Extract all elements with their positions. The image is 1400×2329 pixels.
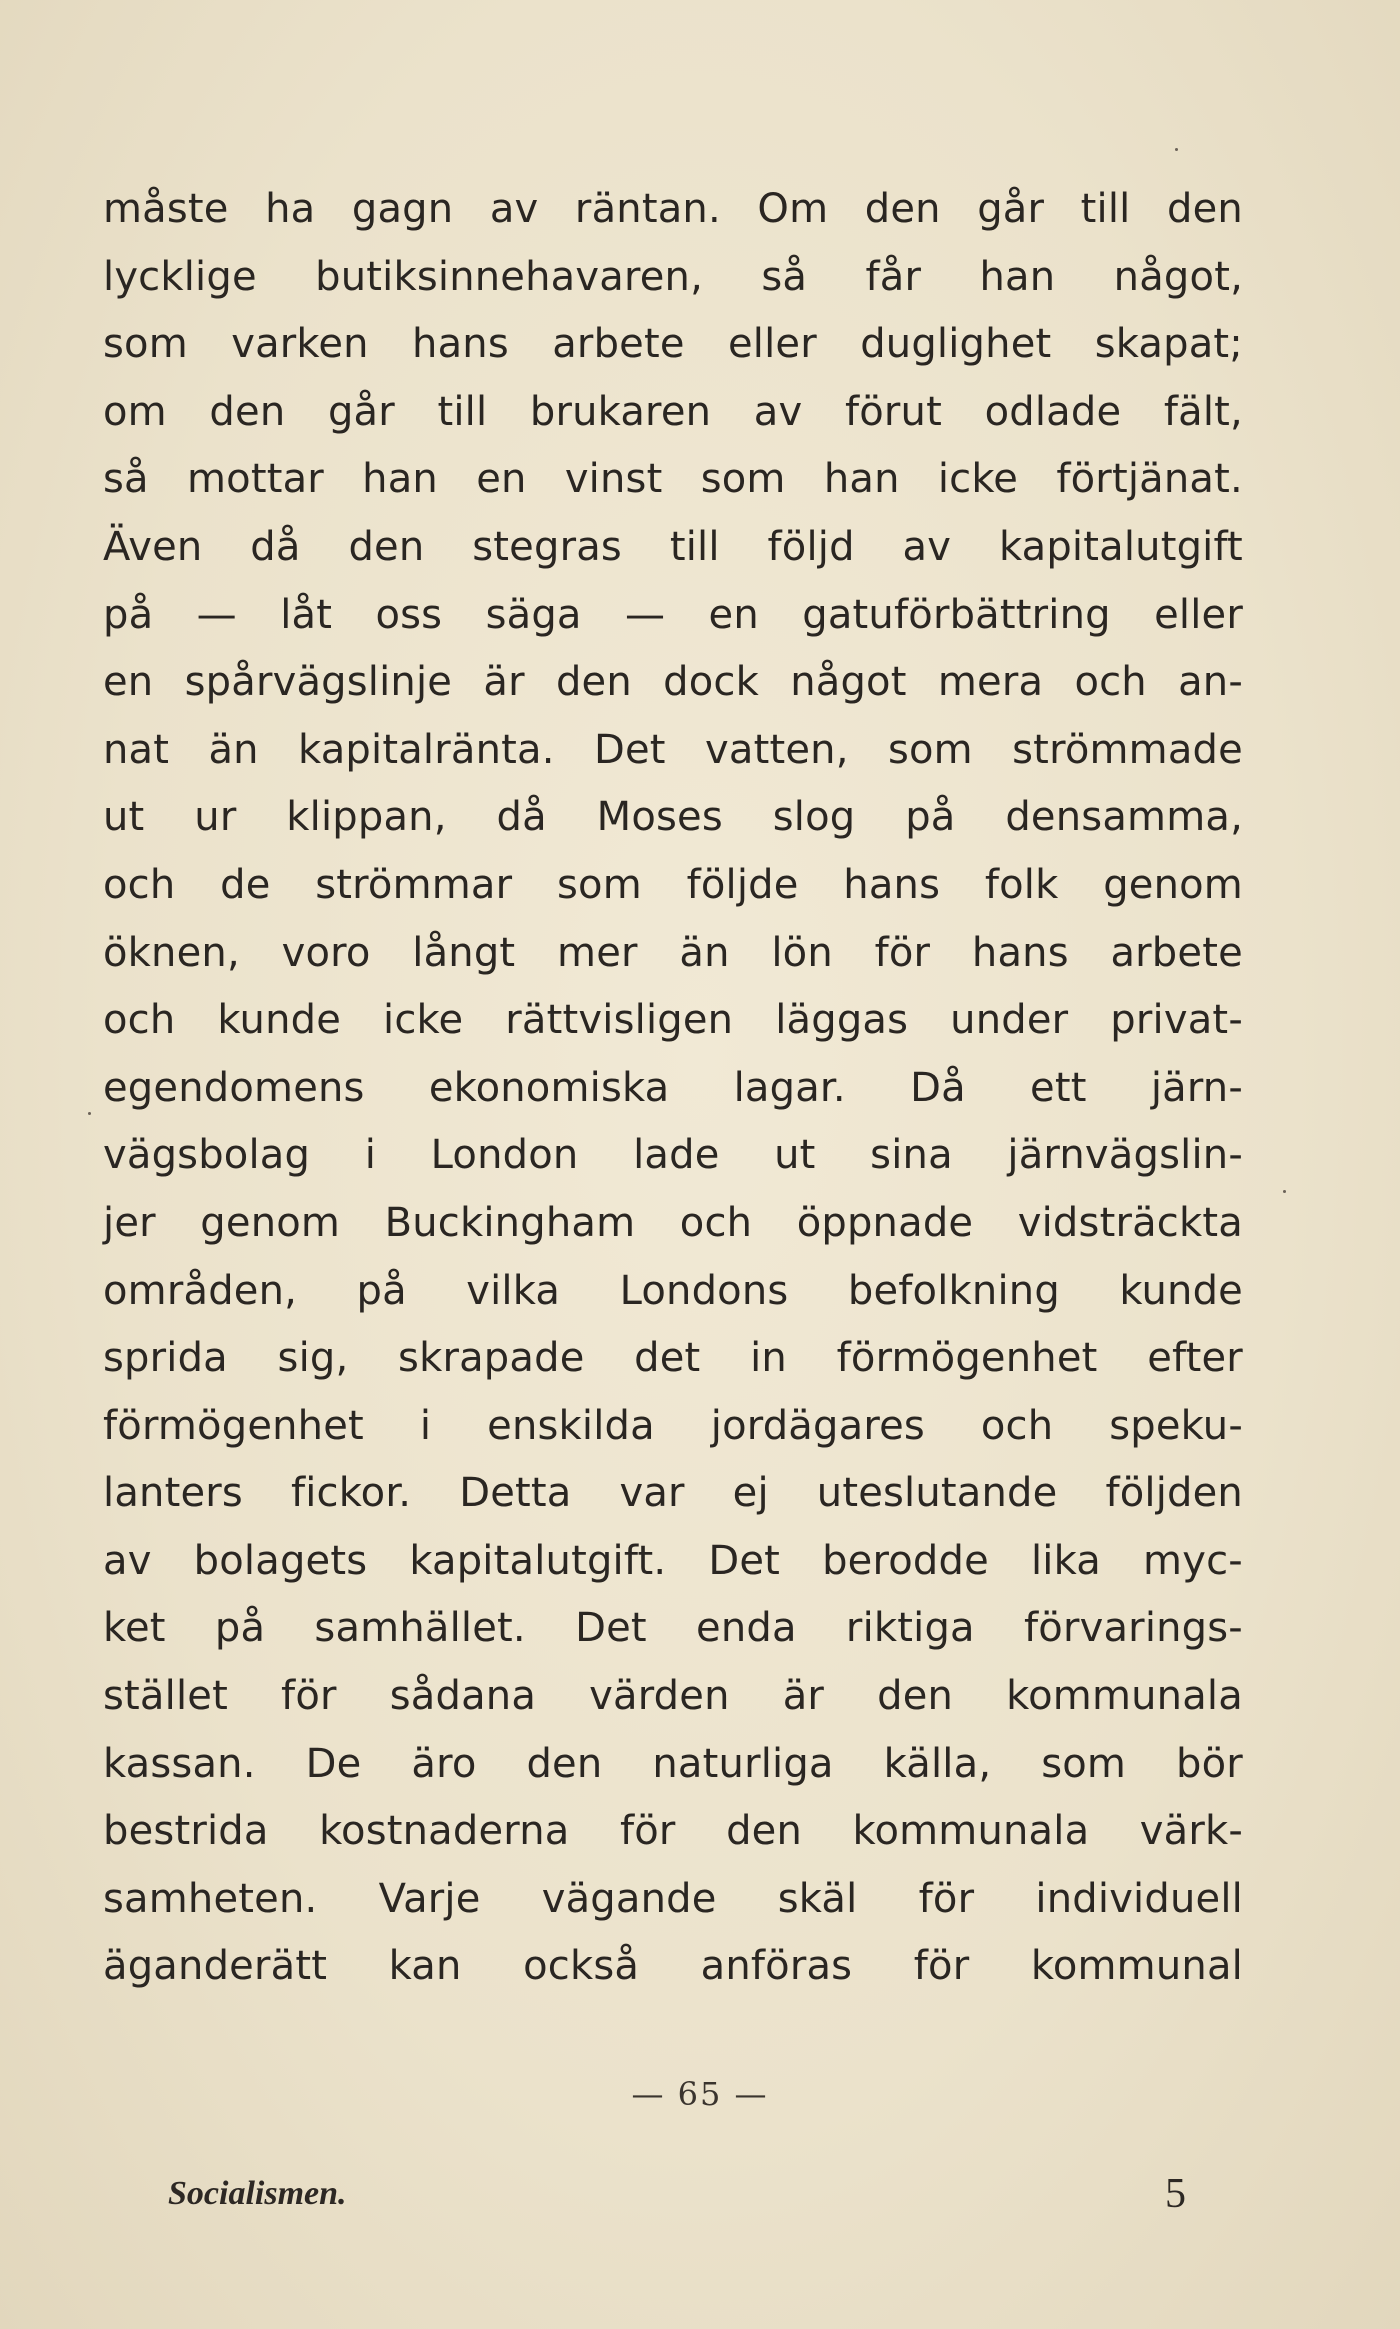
word: skapat; [1094, 321, 1243, 368]
word: ket [103, 1605, 166, 1652]
word: den [209, 388, 286, 435]
word: äro [411, 1740, 477, 1787]
word: sina [870, 1132, 953, 1179]
word: duglighet [860, 321, 1052, 368]
word: genom [200, 1199, 341, 1246]
word: måste [103, 186, 229, 232]
word: då [250, 523, 301, 570]
word: genom [1103, 861, 1243, 908]
word: naturliga [652, 1740, 834, 1787]
word: kapitalutgift. [409, 1537, 667, 1584]
word: lade [633, 1132, 720, 1179]
word: kostnaderna [319, 1808, 570, 1855]
word: den [1167, 186, 1243, 232]
word: lanters [103, 1470, 243, 1517]
word: odlade [984, 388, 1122, 435]
word: eller [727, 321, 817, 368]
word: var [619, 1470, 685, 1517]
word: nat [103, 726, 170, 773]
text-line [103, 1731, 1243, 1799]
word: lika [1030, 1537, 1101, 1584]
page-number: — 65 — [631, 2075, 769, 2113]
word: ut [103, 794, 145, 841]
word: den [348, 523, 425, 570]
word: det [634, 1335, 701, 1382]
word: mottar [186, 456, 324, 503]
word: som [103, 321, 188, 368]
text-line [103, 1325, 1243, 1393]
word: klippan, [286, 794, 447, 841]
word: ett [1030, 1064, 1087, 1111]
word: för [913, 1943, 970, 1990]
word: ha [265, 186, 316, 232]
word: sprida [103, 1335, 228, 1382]
word: följde [686, 861, 799, 908]
word: bör [1176, 1740, 1243, 1787]
word: anföras [700, 1943, 853, 1990]
word: den [526, 1740, 603, 1787]
word: följden [1105, 1470, 1243, 1517]
word: vatten, [704, 726, 849, 773]
word: låt [280, 591, 333, 638]
word: i [419, 1402, 432, 1449]
word: järnvägslin- [1007, 1132, 1243, 1179]
word: Detta [459, 1470, 572, 1517]
word: mer [557, 929, 638, 976]
word: vidsträckta [1017, 1199, 1243, 1246]
word: arbete [1110, 929, 1243, 976]
word: samhället. [314, 1605, 526, 1652]
word: Moses [596, 794, 723, 841]
text-line [103, 784, 1243, 852]
word: ut [774, 1132, 816, 1179]
word: hans [971, 929, 1069, 976]
word: för [874, 929, 931, 976]
word: förmögenhet [103, 1402, 364, 1449]
text-line [103, 1798, 1243, 1866]
word: individuell [1035, 1875, 1243, 1922]
text-line [103, 244, 1243, 312]
word: kunde [217, 997, 342, 1044]
word: jordägares [710, 1402, 925, 1449]
word: De [305, 1740, 362, 1787]
word: vägsbolag [103, 1132, 311, 1179]
word: kan [388, 1943, 462, 1990]
word: under [950, 997, 1069, 1044]
word: jer [103, 1199, 156, 1246]
text-line [103, 1122, 1243, 1190]
word: går [327, 388, 395, 435]
word: berodde [822, 1537, 989, 1584]
word: till [1080, 186, 1131, 232]
word: ej [732, 1470, 769, 1517]
paper-speck [1175, 148, 1178, 151]
word: Om [757, 186, 829, 232]
word: öppnade [796, 1199, 974, 1246]
word: enda [696, 1605, 797, 1652]
word: får [865, 253, 922, 300]
word: något [790, 659, 907, 706]
text-line [103, 514, 1243, 582]
word: folk [984, 861, 1059, 908]
word: och [103, 861, 176, 908]
word: läggas [775, 997, 909, 1044]
word: eller [1154, 591, 1243, 638]
word: den [864, 186, 941, 232]
word: förmögenhet [836, 1335, 1098, 1382]
text-line [103, 1933, 1243, 2001]
body-text [103, 176, 1243, 2001]
word: riktiga [845, 1605, 975, 1652]
word: och [1074, 659, 1147, 706]
word: hans [412, 321, 509, 368]
word: lycklige [103, 253, 257, 300]
word: Det [593, 726, 666, 773]
word: och [679, 1199, 753, 1246]
word: för [619, 1808, 676, 1855]
word: dock [663, 659, 759, 706]
word: han [979, 253, 1056, 300]
word: räntan. [574, 186, 721, 232]
word: förut [844, 388, 942, 435]
text-line [103, 1190, 1243, 1258]
word: strömmade [1012, 726, 1243, 773]
word: på [905, 794, 956, 841]
word: speku- [1109, 1402, 1243, 1449]
word: butiksinnehavaren, [315, 253, 703, 300]
word: rättvisligen [505, 997, 734, 1044]
word: privat- [1110, 997, 1243, 1044]
word: sådana [389, 1673, 537, 1720]
text-line [103, 717, 1243, 785]
word: äganderätt [103, 1943, 328, 1990]
word: så [761, 253, 808, 300]
word: om [103, 388, 167, 435]
text-line [103, 920, 1243, 988]
word: som [557, 861, 642, 908]
word: fickor. [290, 1470, 412, 1517]
word: spårvägslinje [184, 659, 453, 706]
text-line [103, 1866, 1243, 1934]
word: han [362, 456, 438, 503]
word: den [726, 1808, 803, 1855]
word: stegras [472, 523, 622, 570]
word: förvarings- [1023, 1605, 1243, 1652]
word: ekonomiska [428, 1064, 670, 1111]
word: går [977, 186, 1045, 232]
word: skrapade [398, 1335, 585, 1382]
word: han [823, 456, 900, 503]
text-line [103, 1460, 1243, 1528]
paper-speck [1283, 1190, 1286, 1193]
word: varken [231, 321, 369, 368]
text-line [103, 649, 1243, 717]
text-line [103, 1055, 1243, 1123]
word: ur [194, 794, 237, 841]
word: den [877, 1673, 954, 1720]
footer-title: Socialismen. [168, 2175, 347, 2212]
word: fält, [1163, 388, 1243, 435]
word: brukaren [529, 388, 712, 435]
word: för [918, 1875, 975, 1922]
word: då [496, 794, 547, 841]
word: järn- [1150, 1064, 1243, 1111]
word: källa, [883, 1740, 992, 1787]
word: som [887, 726, 973, 773]
word: en [476, 456, 527, 503]
word: av [103, 1537, 152, 1584]
word: strömmar [315, 861, 513, 908]
word: något, [1113, 253, 1243, 300]
text-line [103, 311, 1243, 379]
word: säga [485, 591, 582, 638]
word: Även [103, 523, 203, 570]
word: hans [843, 861, 941, 908]
word: kapitalränta. [298, 726, 555, 773]
word: är [782, 1673, 825, 1720]
word: som [1041, 1740, 1127, 1787]
word: också [523, 1943, 640, 1990]
word: densamma, [1005, 794, 1243, 841]
word: kommunala [1006, 1673, 1243, 1720]
word: London [430, 1132, 579, 1179]
text-line [103, 582, 1243, 650]
word: voro [281, 929, 371, 976]
text-line [103, 446, 1243, 514]
word: en [708, 591, 759, 638]
text-line [103, 1393, 1243, 1461]
word: — [196, 591, 237, 638]
paper-speck [88, 1112, 91, 1115]
word: följd [767, 523, 855, 570]
word: vilka [466, 1267, 561, 1314]
word: värk- [1139, 1808, 1243, 1855]
word: Londons [619, 1267, 789, 1314]
word: Varje [378, 1875, 481, 1922]
word: och [980, 1402, 1054, 1449]
word: än [679, 929, 730, 976]
word: lön [771, 929, 833, 976]
word: Då [910, 1064, 966, 1111]
word: så [103, 456, 149, 503]
text-line [103, 176, 1243, 244]
word: på [356, 1267, 407, 1314]
text-line [103, 987, 1243, 1055]
word: förtjänat. [1056, 456, 1243, 503]
word: på [214, 1605, 266, 1652]
word: samheten. [103, 1875, 318, 1922]
word: är [483, 659, 525, 706]
word: till [669, 523, 720, 570]
word: kommunal [1030, 1943, 1243, 1990]
word: den [555, 659, 632, 706]
text-line [103, 1663, 1243, 1731]
word: icke [383, 997, 464, 1044]
word: kommunala [852, 1808, 1090, 1855]
word: på [103, 591, 154, 638]
word: som [700, 456, 786, 503]
word: arbete [552, 321, 685, 368]
text-line [103, 1258, 1243, 1326]
text-line [103, 1595, 1243, 1663]
text-line [103, 852, 1243, 920]
word: an- [1178, 659, 1243, 706]
text-line [103, 1528, 1243, 1596]
text-line [103, 379, 1243, 447]
word: och [103, 997, 176, 1044]
word: kapitalutgift [998, 523, 1243, 570]
word: långt [412, 929, 516, 976]
word: mera [937, 659, 1044, 706]
word: Det [708, 1537, 781, 1584]
word: Buckingham [384, 1199, 636, 1246]
word: vinst [564, 456, 663, 503]
word: enskilda [487, 1402, 655, 1449]
word: områden, [103, 1267, 298, 1314]
word: bestrida [103, 1808, 269, 1855]
word: än [208, 726, 259, 773]
signature-mark: 5 [1165, 2171, 1186, 2217]
word: av [489, 186, 539, 232]
word: Det [575, 1605, 647, 1652]
word: en [103, 659, 154, 706]
word: vägande [541, 1875, 717, 1922]
word: kunde [1119, 1267, 1243, 1314]
word: skäl [777, 1875, 858, 1922]
word: efter [1147, 1335, 1243, 1382]
word: — [624, 591, 666, 638]
word: gagn [351, 186, 454, 232]
word: befolkning [847, 1267, 1060, 1314]
word: icke [937, 456, 1019, 503]
word: sig, [277, 1335, 349, 1382]
word: för [281, 1673, 337, 1720]
word: öknen, [103, 929, 240, 976]
word: uteslutande [816, 1470, 1058, 1517]
word: de [220, 861, 271, 908]
word: slog [772, 794, 856, 841]
word: stället [103, 1673, 228, 1720]
word: myc- [1143, 1537, 1243, 1584]
word: bolagets [193, 1537, 368, 1584]
word: värden [589, 1673, 730, 1720]
word: kassan. [103, 1740, 256, 1787]
word: egendomens [103, 1064, 365, 1111]
word: av [753, 388, 803, 435]
word: lagar. [733, 1064, 846, 1111]
word: av [902, 523, 952, 570]
word: gatuförbättring [802, 591, 1111, 638]
word: till [437, 388, 488, 435]
word: in [750, 1335, 787, 1382]
word: i [364, 1132, 377, 1179]
word: oss [375, 591, 443, 638]
